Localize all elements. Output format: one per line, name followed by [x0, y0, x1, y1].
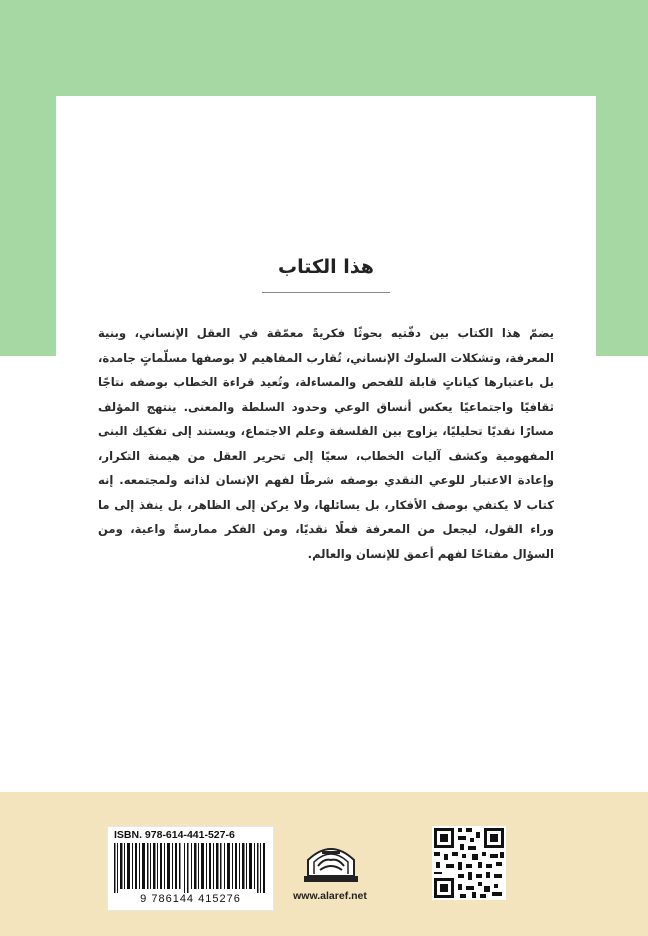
book-description-paragraph: يضمّ هذا الكتاب بين دفّتيه بحوثًا فكريةً معمّقة في العقل الإنساني، وبنية المعرفة، وتشكلات السلوك الإنساني، تُقارب المفاهيم لا بوصفها مسلّماتٍ جامدة، بل باعتبارها كياناتٍ قابلة للفحص والمساءلة، وتُعيد قراءة الخطاب بوصفه نتاجًا ثقافيًا واجتماعيًا يعكس أنساق الوعي وحدود السلطة والمعنى. ينتهج المؤلف مسارًا نقديًا تحليليًا، يزاوج بين الفلسفة وعلم الاجتماع، ويستند إلى تفكيك البنى المفهومية وكشف آليات الخطاب، سعيًا إلى تحرير العقل من هيمنة التكرار، وإعادة الاعتبار للوعي النقدي بوصفه شرطًا لفهم الإنسان لذاته ولمجتمعه. إنه كتاب لا يكتفي بوصف الأفكار، بل يسائلها، ولا يركن إلى الظاهر، بل ينفذ إلى ما وراء القول، ليجعل من المعرفة فعلًا نقديًا، ومن الفكر ممارسةً واعية، ومن السؤال مفتاحًا لفهم أعمق للإنسان والعالم. [98, 326, 554, 561]
publisher-logo-icon [300, 836, 362, 886]
qr-code-icon[interactable] [432, 826, 506, 900]
isbn-label: ISBN. 978-614-441-527-6 [114, 829, 235, 841]
barcode-number: 9 786144 415276 [140, 893, 241, 905]
title-underline-divider [262, 292, 390, 293]
text-panel [56, 96, 596, 792]
book-section-title: هذا الكتاب [278, 256, 374, 278]
isbn-barcode-block [107, 826, 274, 911]
publisher-website[interactable]: www.alaref.net [293, 890, 367, 902]
barcode-icon [114, 843, 267, 893]
